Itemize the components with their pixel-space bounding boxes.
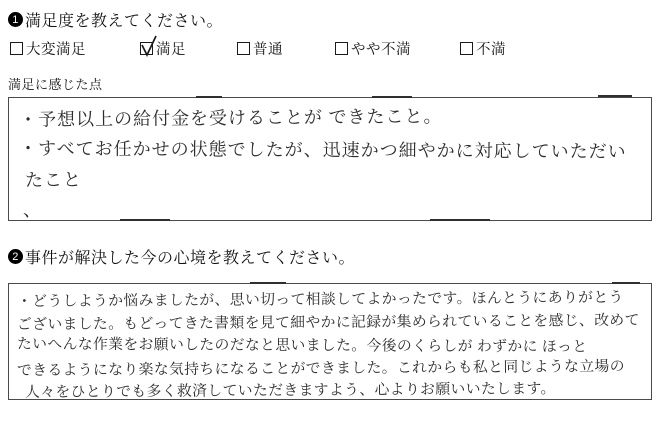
question1-header xyxy=(8,8,223,31)
current-feelings-answer-box xyxy=(8,283,652,400)
handwritten-line: たいへんな作業をお願いしたのだなと思いました。今後のくらしが わずかに ほっと xyxy=(16,336,588,356)
option-very-satisfied[interactable] xyxy=(10,38,86,59)
satisfaction-options-row xyxy=(0,38,668,56)
handwritten-line: ・すべてお任かせの状態でしたが、迅速かつ細やかに対応していただい xyxy=(18,138,627,162)
handwritten-line: 人々をひとりでも多く救済していただきますよう、心よりお願いいたします。 xyxy=(24,381,556,401)
checkbox[interactable] xyxy=(140,42,153,55)
option-label: やや不満 xyxy=(351,42,411,58)
question2-header xyxy=(8,245,355,268)
question2-title: 事件が解決した今の心境を教えてください。 xyxy=(25,250,356,267)
question2-number-badge: 2 xyxy=(8,249,23,264)
scan-artifact xyxy=(430,219,490,221)
satisfaction-points-answer-box xyxy=(8,97,652,221)
question1-number-badge: 1 xyxy=(8,12,23,27)
option-satisfied[interactable] xyxy=(140,38,186,59)
checkbox[interactable] xyxy=(335,42,348,55)
scan-artifact xyxy=(250,282,286,284)
handwritten-line: たこと xyxy=(24,169,83,191)
question1-title: 満足度を教えてください。 xyxy=(25,13,224,30)
scan-artifact xyxy=(598,95,632,97)
option-neutral[interactable] xyxy=(237,38,283,59)
scan-artifact xyxy=(612,282,640,284)
scan-artifact xyxy=(196,96,222,98)
checkbox[interactable] xyxy=(460,42,473,55)
handwritten-line: 、 xyxy=(22,199,43,221)
handwritten-line: ・予想以上の給付金を受けることが できたこと。 xyxy=(18,106,443,130)
checkmark-icon xyxy=(139,34,159,58)
scan-artifact xyxy=(120,219,170,221)
option-label: 普通 xyxy=(253,42,283,58)
satisfaction-points-label: 満足に感じた点 xyxy=(8,77,103,92)
handwritten-line: できるようになり楽な気持ちになることができました。これからも私と同じような立場の xyxy=(16,358,625,380)
checkbox[interactable] xyxy=(10,42,23,55)
handwritten-line: ・どうしようか悩みましたが、思い切って相談してよかったです。ほんとうにありがとう xyxy=(16,289,624,311)
option-dissatisfied[interactable] xyxy=(460,38,506,59)
option-label: 大変満足 xyxy=(26,42,86,58)
handwritten-line: ございました。もどってきた書類を見て細やかに記録が集められていることを感じ、改めて xyxy=(16,312,640,334)
scan-artifact xyxy=(372,96,412,98)
checkbox[interactable] xyxy=(237,42,250,55)
option-label: 満足 xyxy=(156,42,186,58)
option-label: 不満 xyxy=(476,42,506,58)
option-somewhat-dissatisfied[interactable] xyxy=(335,38,411,59)
